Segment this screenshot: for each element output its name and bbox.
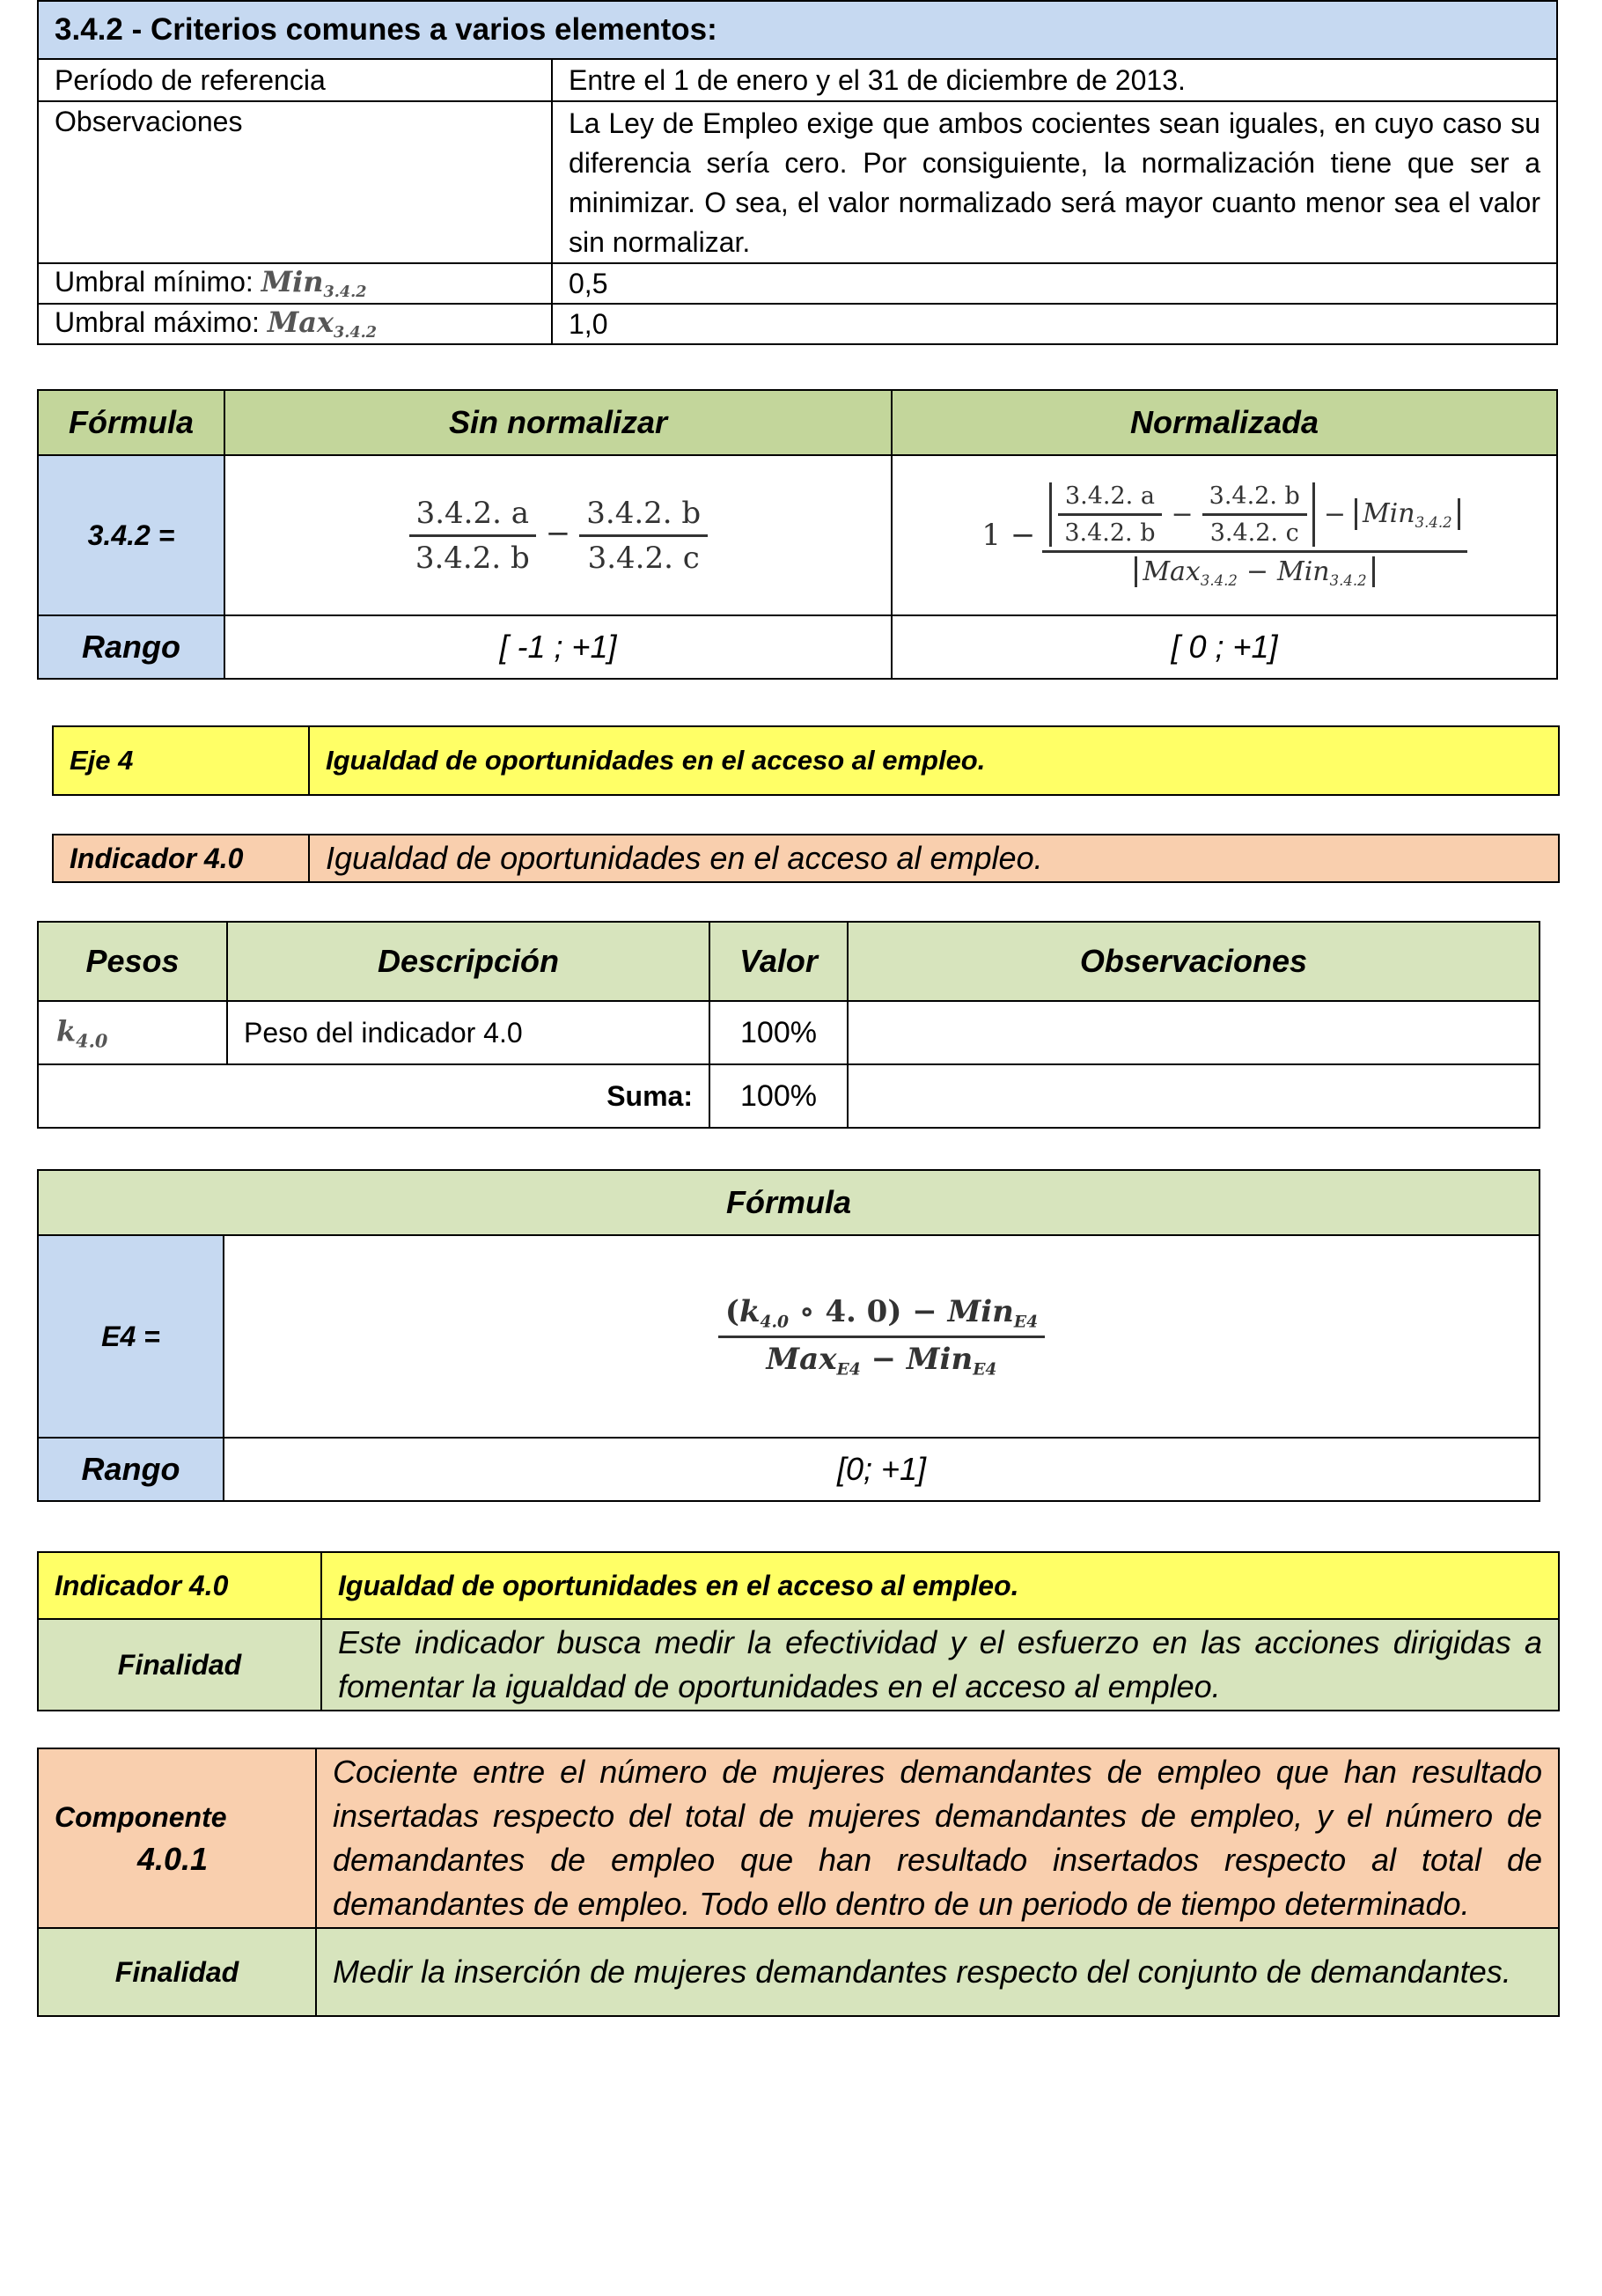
- normalizada-formula: 1 − $\frac{3.4.2. a}{3.4.2. b}$ − $\frac{3.4.2. b}{3.4.2. c}$ − Min$_{3.4.2}$ Max$_{3.4.2}$ − Min$_{3.4.2}$: [892, 455, 1557, 615]
- indicador-banner: [52, 834, 1560, 883]
- formula-e4-label: E4 =: [38, 1235, 224, 1438]
- valor-header: Valor: [709, 922, 848, 1001]
- indicador-finalidad-label: Finalidad: [38, 1619, 321, 1711]
- indicador-finalidad-text: Este indicador busca medir la efectividad y el esfuerzo en las acciones dirigidas a fomentar la igualdad de oportunidades en el acceso al empleo.: [321, 1619, 1559, 1711]
- umbral-minimo-value: 0,5: [552, 263, 1557, 304]
- componente-table: [37, 1748, 1560, 2017]
- suma-label: Suma:: [38, 1064, 709, 1128]
- componente-finalidad-text: Medir la inserción de mujeres demandantes respecto del conjunto de demandantes.: [316, 1928, 1559, 2016]
- suma-valor: 100%: [709, 1064, 848, 1128]
- componente-number: 4.0.1: [137, 1841, 209, 1877]
- umbral-maximo-label: Umbral máximo: Max$_{3.4.2}$: [38, 304, 552, 344]
- e4-rango-value: [0; +1]: [224, 1438, 1540, 1501]
- peso-descripcion: Peso del indicador 4.0: [227, 1001, 709, 1064]
- formula-e4-table: [37, 1169, 1540, 1502]
- umbral-maximo-value: 1,0: [552, 304, 1557, 344]
- peso-symbol: $k_{4.0}$: [38, 1001, 227, 1064]
- fraction-a-over-b: $\frac{3.4.2. a}{3.4.2. b}$: [408, 496, 537, 576]
- rango-normalizada: [ 0 ; +1]: [892, 615, 1557, 679]
- sin-normalizar-formula: $\frac{3.4.2. a}{3.4.2. b}$ − $\frac{3.4.2. b}{3.4.2. c}$: [224, 455, 892, 615]
- observaciones-header: Observaciones: [848, 922, 1540, 1001]
- min-symbol: Min$_{3.4.2}$: [261, 265, 367, 302]
- formula-342-label: 3.4.2 =: [38, 455, 224, 615]
- componente-text: Cociente entre el número de mujeres demandantes de empleo que han resultado insertadas respecto del total de mujeres demandantes de empleo, y el número de demandantes de empleo que han resultado insertados respecto al total de demandantes de empleo. Todo ello dentro de un periodo de tiempo determinado.: [316, 1748, 1559, 1928]
- e4-formula: [224, 1235, 1540, 1438]
- normalizada-header: Normalizada: [892, 390, 1557, 455]
- criterios-table: [37, 0, 1558, 345]
- sin-normalizar-header: Sin normalizar: [224, 390, 892, 455]
- max-symbol: Max$_{3.4.2}$: [267, 305, 378, 342]
- eje-label: Eje 4: [53, 726, 309, 795]
- rango-label: Rango: [38, 615, 224, 679]
- indicador-detalle-title: Igualdad de oportunidades en el acceso al empleo.: [321, 1552, 1559, 1619]
- umbral-minimo-label: Umbral mínimo: Min$_{3.4.2}$: [38, 263, 552, 304]
- criterios-heading: 3.4.2 - Criterios comunes a varios elementos:: [38, 1, 1557, 59]
- componente-finalidad-label: Finalidad: [38, 1928, 316, 2016]
- indicador-detalle-table: [37, 1551, 1560, 1711]
- peso-observaciones: [848, 1001, 1540, 1064]
- e4-fraction: $\frac{(k_{4.0} \circ 4. 0) - Min_{E4}}{Max_{E4} - Min_{E4}}$: [718, 1294, 1045, 1379]
- rango-sin-normalizar: [ -1 ; +1]: [224, 615, 892, 679]
- observaciones-label: Observaciones: [38, 101, 552, 263]
- periodo-label: Período de referencia: [38, 59, 552, 101]
- indicador-banner-text: Igualdad de oportunidades en el acceso al empleo.: [309, 835, 1559, 882]
- eje-table: [52, 725, 1560, 796]
- formula-header: Fórmula: [38, 390, 224, 455]
- fraction-b-over-c: $\frac{3.4.2. b}{3.4.2. c}$: [579, 496, 708, 576]
- descripcion-header: Descripción: [227, 922, 709, 1001]
- formula-e4-header: Fórmula: [38, 1170, 1540, 1235]
- e4-rango-label: Rango: [38, 1438, 224, 1501]
- indicador-banner-label: Indicador 4.0: [53, 835, 309, 882]
- componente-label: Componente: [55, 1801, 227, 1833]
- normalized-fraction: $\frac{3.4.2. a}{3.4.2. b}$ − $\frac{3.4.2. b}{3.4.2. c}$ − Min$_{3.4.2}$ Max$_{3.4.2}$ − Min$_{3.4.2}$: [1042, 482, 1466, 589]
- eje-text: Igualdad de oportunidades en el acceso al empleo.: [309, 726, 1559, 795]
- indicador-detalle-label: Indicador 4.0: [38, 1552, 321, 1619]
- peso-valor: 100%: [709, 1001, 848, 1064]
- formula-342-table: [37, 389, 1558, 680]
- componente-label-cell: [38, 1748, 316, 1928]
- observaciones-value: La Ley de Empleo exige que ambos cocientes sean iguales, en cuyo caso su diferencia sería cero. Por consiguiente, la normalización tiene que ser a minimizar. O sea, el valor normalizado será mayor cuanto menor sea el valor sin normalizar.: [552, 101, 1557, 263]
- periodo-value: Entre el 1 de enero y el 31 de diciembre de 2013.: [552, 59, 1557, 101]
- pesos-header: Pesos: [38, 922, 227, 1001]
- pesos-table: [37, 921, 1540, 1129]
